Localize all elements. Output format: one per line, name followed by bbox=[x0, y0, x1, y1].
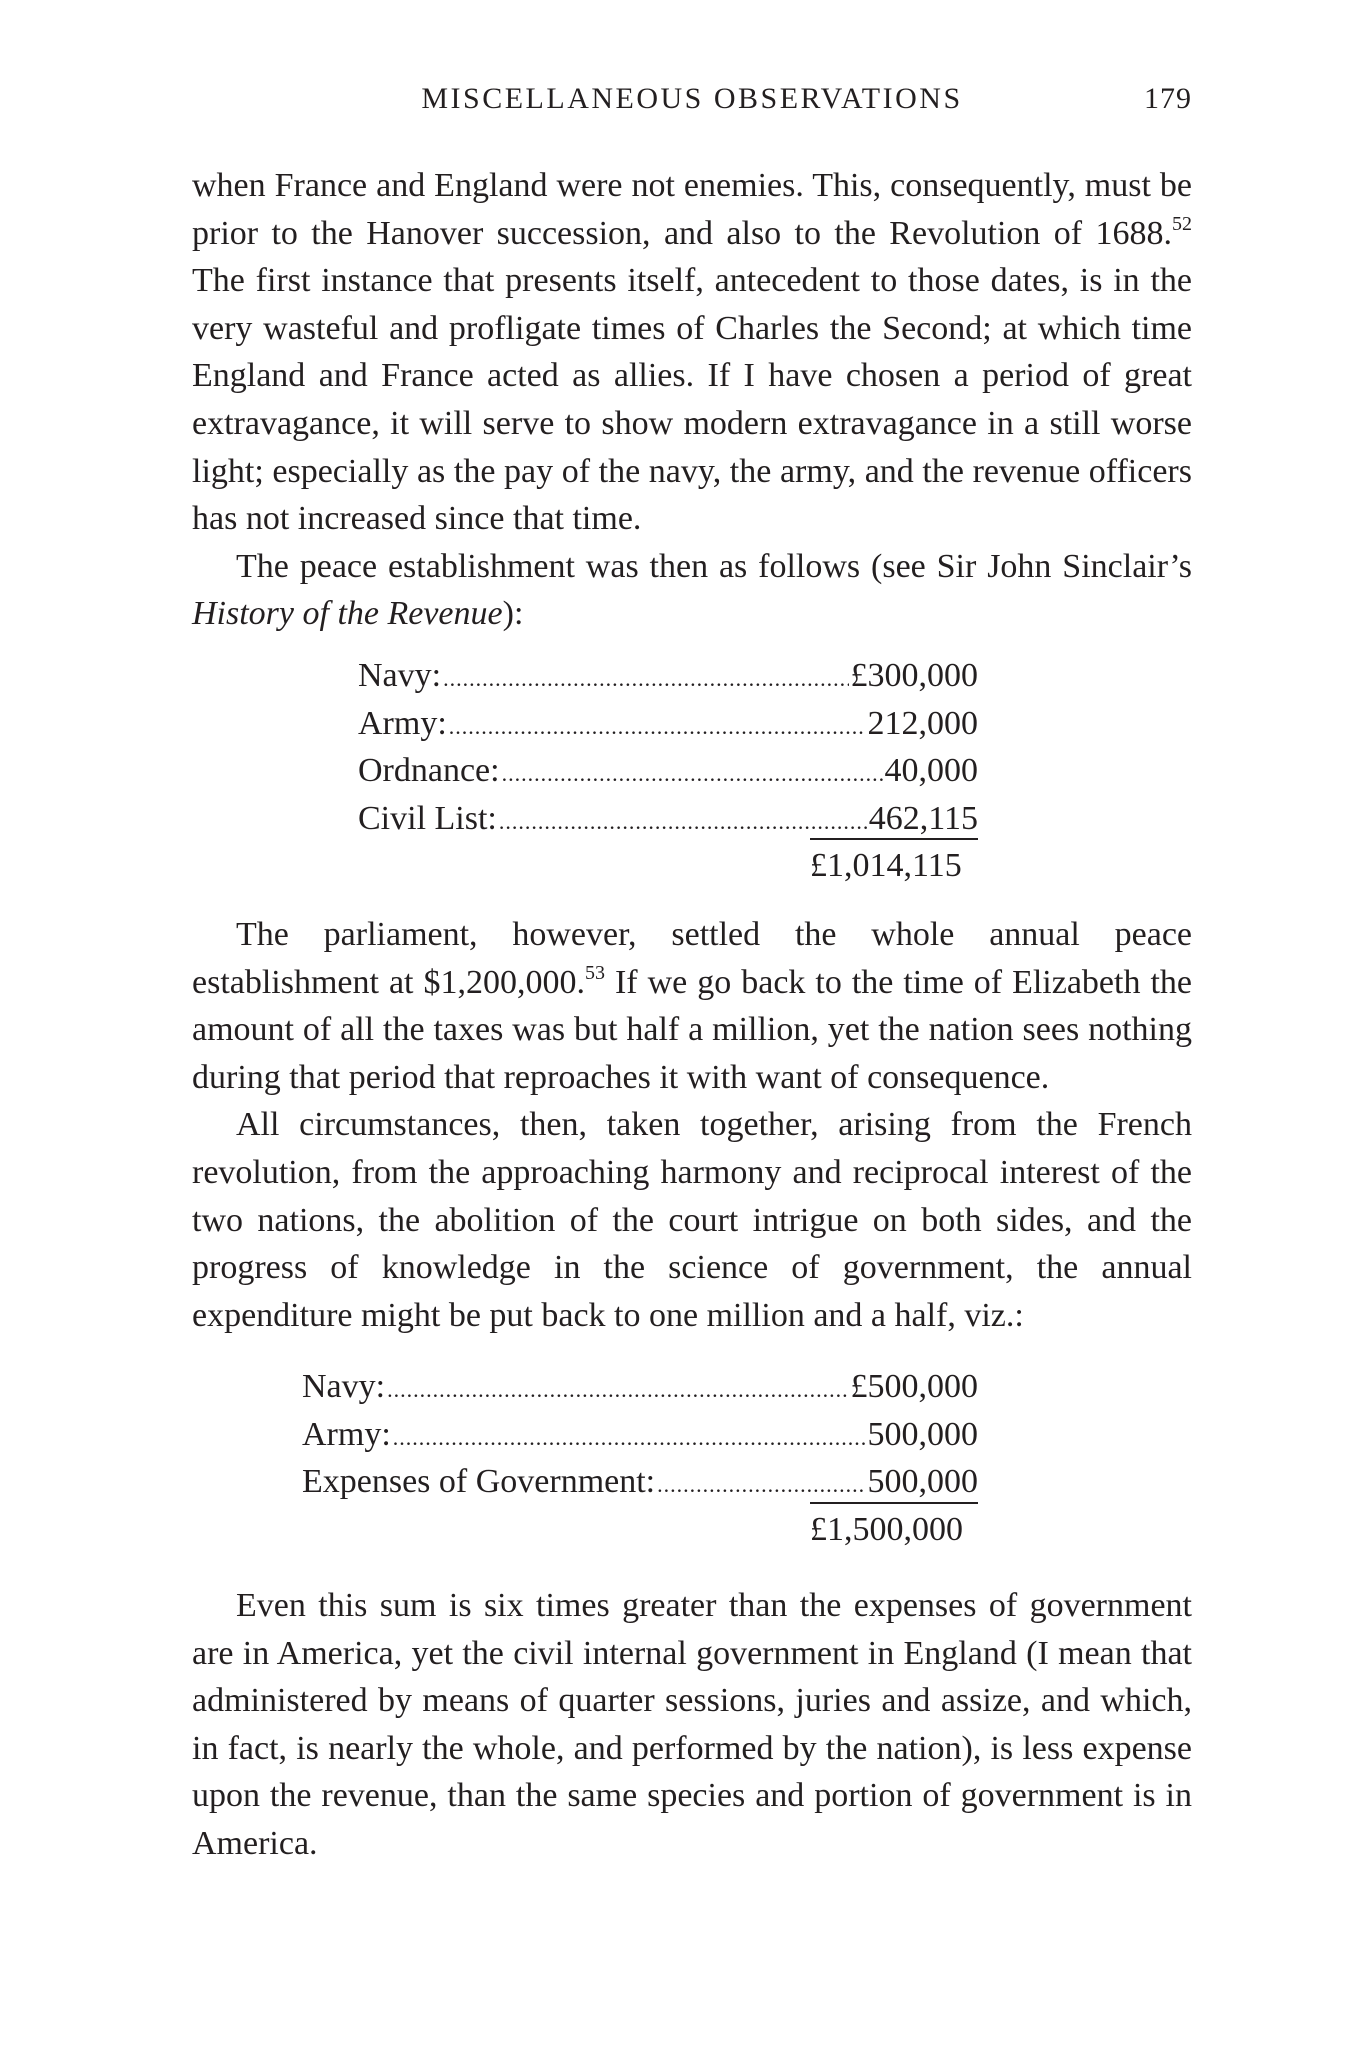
ledger-row bbox=[302, 1411, 978, 1459]
ledger-total: £1,500,000 bbox=[810, 1510, 963, 1548]
paragraph-continued bbox=[192, 162, 1192, 543]
ledger-row bbox=[358, 795, 978, 843]
ledger-label: Army: bbox=[302, 1415, 391, 1453]
dot-leader bbox=[387, 1366, 848, 1414]
ledger-row bbox=[358, 700, 978, 748]
peace-establishment-ledger bbox=[358, 652, 978, 890]
ledger-label: Ordnance: bbox=[358, 752, 500, 790]
ledger-total: £1,014,115 bbox=[810, 847, 962, 885]
paragraph-text: The parliament, however, settled the whole annual peace establishment at $1,200,000. bbox=[192, 916, 1192, 1001]
paragraph-peace-establishment bbox=[192, 543, 1192, 638]
ledger-amount: 40,000 bbox=[884, 752, 978, 790]
paragraph-text: when France and England were not enemies. This, consequently, must be prior to the Hanover succession, and also to the Revolution of 1688. bbox=[192, 167, 1192, 252]
footnote-ref-52: 52 bbox=[1172, 212, 1192, 235]
ledger-label: Navy: bbox=[358, 657, 442, 694]
ledger-total-row bbox=[358, 842, 978, 890]
paragraph-text: ): bbox=[502, 595, 524, 633]
ledger-label: Expenses of Government: bbox=[302, 1463, 656, 1501]
book-title: History of the Revenue bbox=[192, 595, 503, 633]
paragraph-even-this-sum: Even this sum is six times greater than the expenses of government are in America, yet the civil internal government in England (I mean that administered by means of quarter sessions, juries and assize, and which, in fact, is nearly the whole, and performed by the nation), is less expense upon the revenue, than the same species and portion of government is in America. bbox=[192, 1587, 1192, 1862]
dot-leader bbox=[449, 703, 866, 751]
paragraph-text: If we go back to the time of Elizabeth the amount of all the taxes was but half a million, yet the nation sees nothing during that period that reproaches it with want of consequence. bbox=[192, 963, 1192, 1096]
paragraph-text: The peace establishment was then as follows (see Sir John Sinclair’s bbox=[236, 547, 1192, 585]
running-title: MISCELLANEOUS OBSERVATIONS bbox=[421, 82, 963, 115]
ledger-label: Civil List: bbox=[358, 799, 497, 837]
ledger-row bbox=[302, 1363, 978, 1411]
ledger-amount: 500,000 bbox=[867, 1463, 978, 1501]
ledger-row bbox=[358, 652, 978, 700]
page-number: 179 bbox=[1144, 82, 1192, 115]
sum-rule bbox=[810, 838, 978, 840]
paragraph-circumstances: All circumstances, then, taken together, arising from the French revolution, from the approaching harmony and reciprocal interest of the two nations, the abolition of the court intrigue on both sides, and the progress of knowledge in the science of government, the annual expenditure might be put back to one million and a half, viz.: bbox=[192, 1106, 1192, 1334]
ledger-total-row bbox=[302, 1506, 978, 1554]
footnote-ref-53: 53 bbox=[584, 961, 605, 984]
text-block-1 bbox=[192, 162, 1192, 638]
paragraph-parliament bbox=[192, 911, 1192, 1101]
text-block-2 bbox=[192, 911, 1192, 1339]
ledger-row bbox=[358, 747, 978, 795]
ledger-amount: £500,000 bbox=[850, 1368, 978, 1405]
ledger-label: Navy: bbox=[302, 1368, 386, 1405]
ledger-row bbox=[302, 1458, 978, 1506]
sum-rule bbox=[810, 1502, 978, 1504]
dot-leader bbox=[443, 655, 848, 703]
dot-leader bbox=[502, 750, 883, 798]
ledger-label: Army: bbox=[358, 704, 447, 742]
dot-leader bbox=[393, 1414, 866, 1462]
ledger-amount: 212,000 bbox=[867, 704, 978, 742]
ledger-amount: £300,000 bbox=[850, 657, 978, 694]
ledger-amount: 462,115 bbox=[868, 799, 978, 837]
page-header bbox=[192, 82, 1192, 132]
paragraph-text: The first instance that presents itself, antecedent to those dates, is in the very wasteful and profligate times of Charles the Second; at which time England and France acted as allies. If I have chosen a period of great extravagance, it will serve to show modern extravagance in a still worse light; especially as the pay of the navy, the army, and the revenue officers has not increased since that time. bbox=[192, 262, 1192, 538]
ledger-amount: 500,000 bbox=[867, 1415, 978, 1453]
proposed-expenditure-ledger bbox=[302, 1363, 978, 1553]
text-block-3 bbox=[192, 1582, 1192, 1868]
